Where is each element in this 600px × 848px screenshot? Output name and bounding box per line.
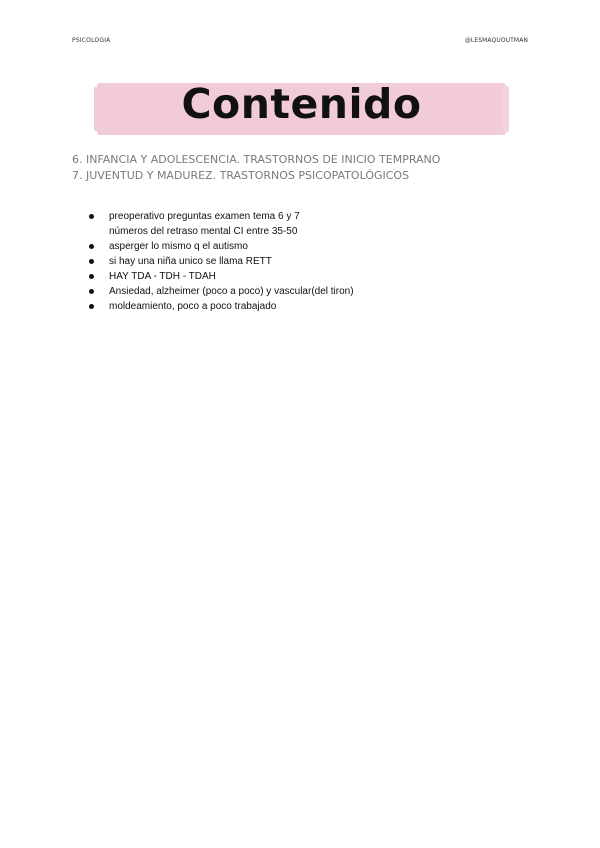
note-item (88, 299, 354, 314)
note-text: números del retraso mental CI entre 35-50 (109, 226, 298, 237)
note-item (88, 284, 354, 299)
note-item (88, 269, 354, 284)
note-text: preoperativo preguntas examen tema 6 y 7 (109, 211, 300, 222)
bullet-icon (89, 244, 94, 249)
note-text: si hay una niña unico se llama RETT (109, 256, 272, 267)
note-item (88, 209, 354, 224)
note-text: asperger lo mismo q el autismo (109, 241, 248, 252)
bullet-icon (89, 214, 94, 219)
chapter-list (72, 152, 440, 184)
note-item-continuation (88, 224, 354, 239)
page-title: Contenido (181, 80, 422, 128)
note-text: moldeamiento, poco a poco trabajado (109, 301, 277, 312)
header-author-handle: @LESMAQUOUTMAN (464, 37, 528, 44)
note-text: Ansiedad, alzheimer (poco a poco) y vascular(del tiron) (109, 286, 354, 297)
header-subject-label: PSICOLOGIA (72, 37, 111, 44)
chapter-item: 6. INFANCIA Y ADOLESCENCIA. TRASTORNOS DE INICIO TEMPRANO (72, 153, 441, 166)
chapter-item: 7. JUVENTUD Y MADUREZ. TRASTORNOS PSICOPATOLÓGICOS (72, 169, 410, 182)
note-item (88, 239, 354, 254)
bullet-icon (89, 289, 94, 294)
note-text: HAY TDA - TDH - TDAH (109, 271, 216, 282)
bullet-icon (89, 274, 94, 279)
note-item (88, 254, 354, 269)
notes-list (88, 209, 354, 314)
bullet-icon (89, 304, 94, 309)
bullet-icon (89, 259, 94, 264)
